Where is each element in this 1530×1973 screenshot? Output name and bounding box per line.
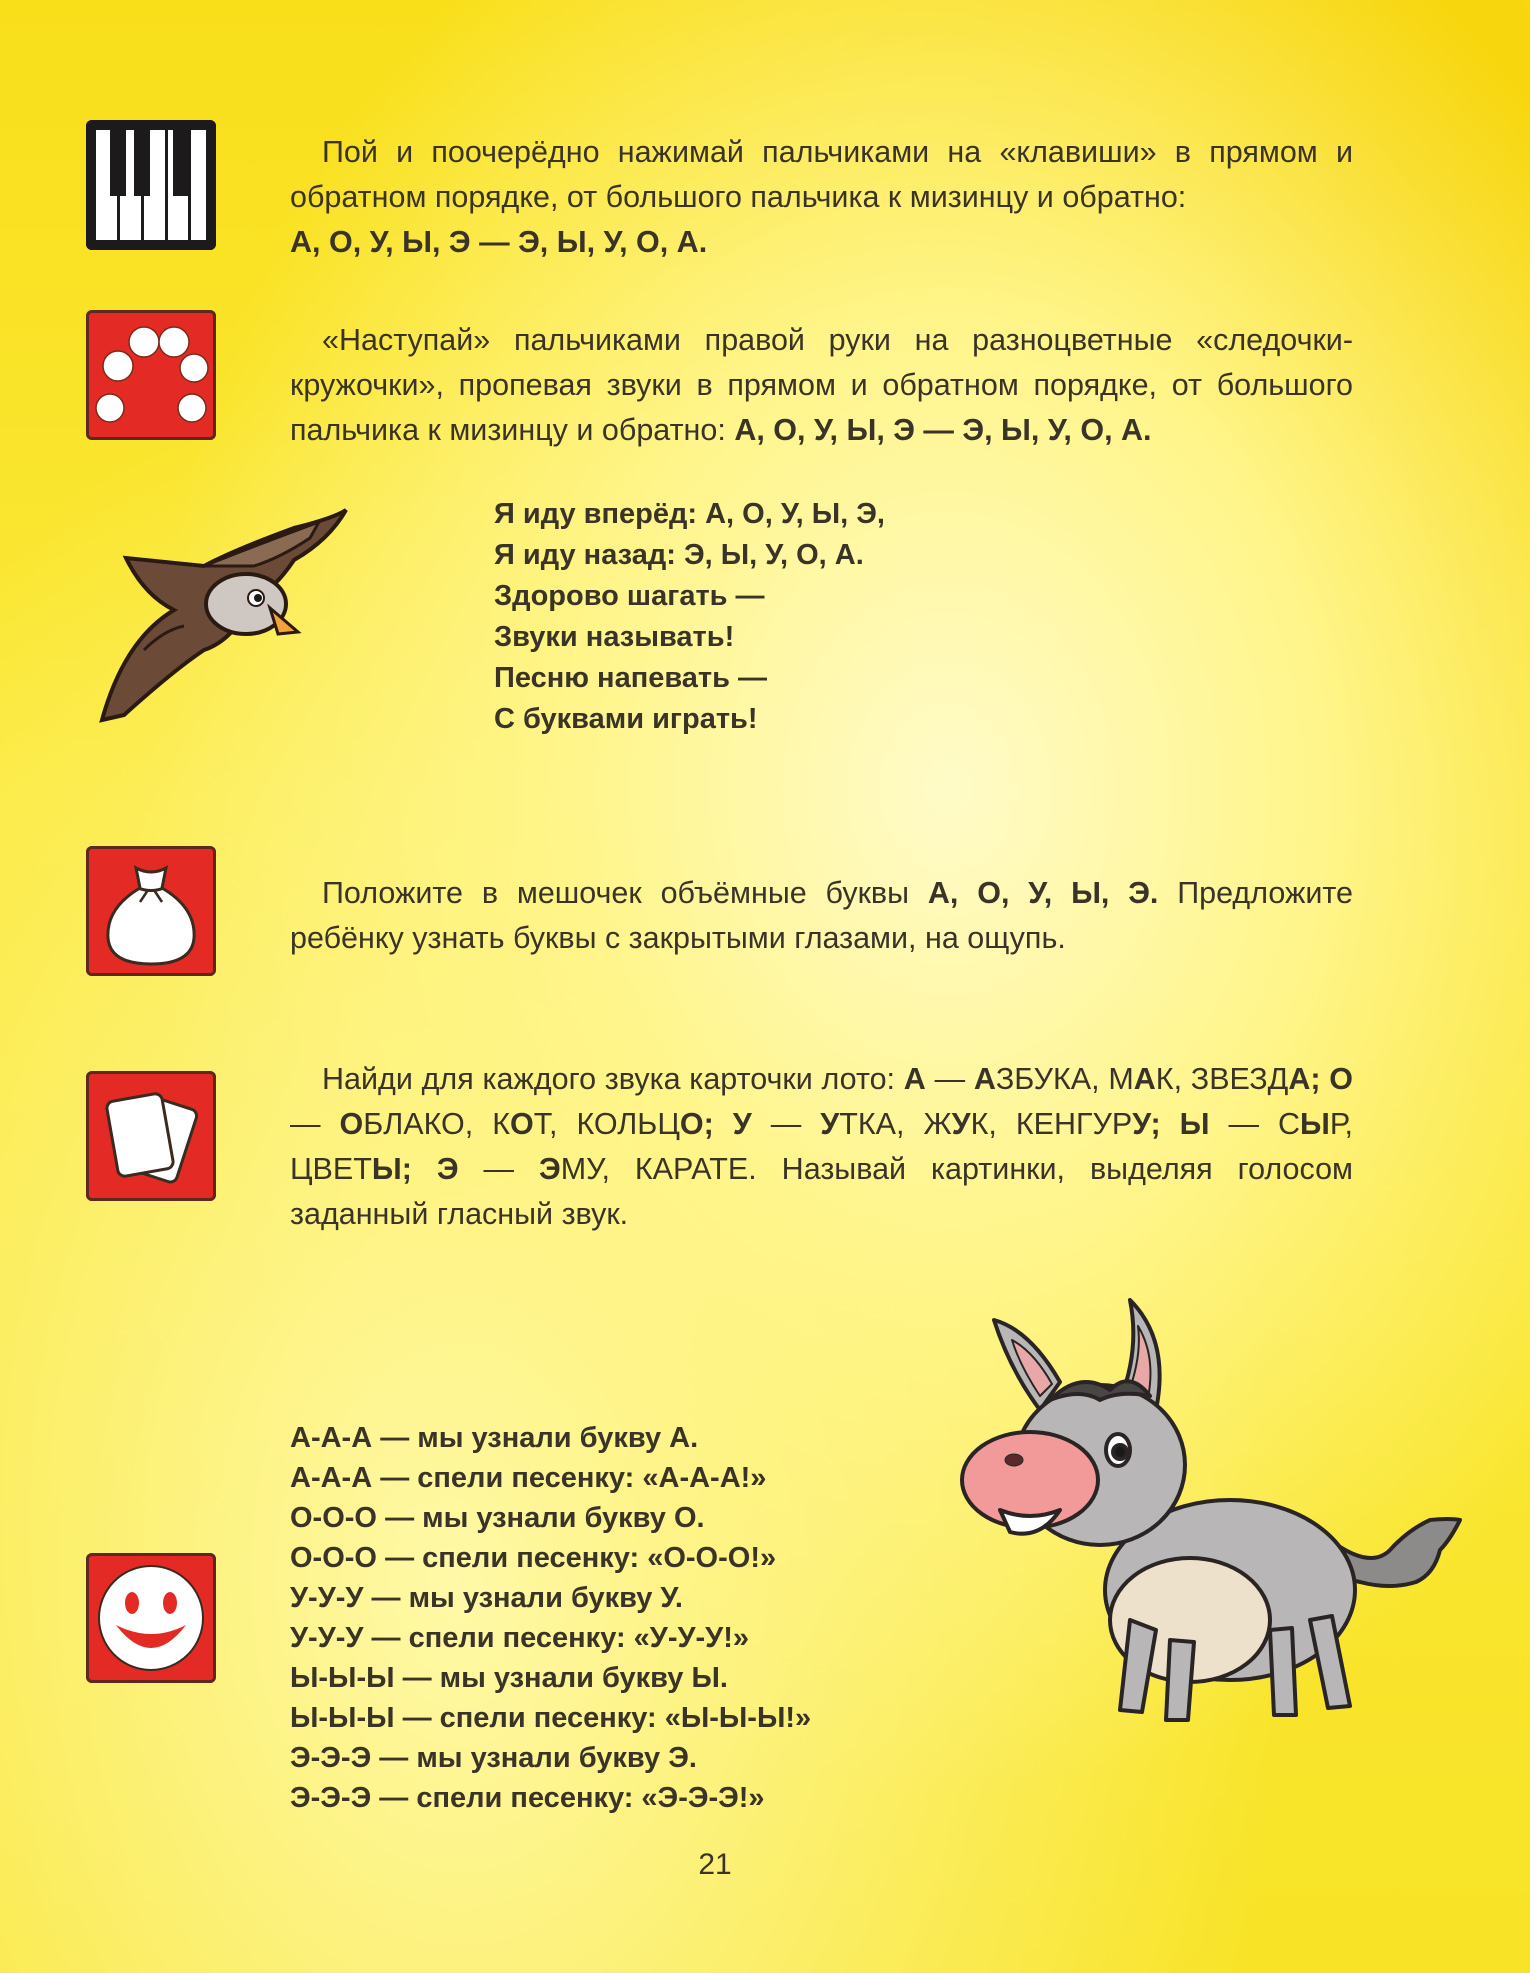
smiley-icon [86, 1553, 216, 1683]
rhyme-line: С буквами играть! [494, 703, 758, 735]
rhyme-line: Песню напевать — [494, 662, 768, 694]
chant-line: Э-Э-Э — спели песенку: «Э-Э-Э!» [290, 1782, 765, 1814]
lotto-outro: Называй картинки, выделяя голосом заданный гласный звук. [290, 1152, 1353, 1231]
chant-line: О-О-О — мы узнали букву О. [290, 1502, 705, 1534]
sack-text-before: Положите в мешочек объёмные буквы [322, 876, 910, 910]
dots-text: «Наступай» пальчиками правой руки на разноцветные «следочки-кружочки», пропевая звуки в прямом и обратном порядке, от большого пальчика к мизинцу и обратно: [290, 323, 1353, 447]
chant-line: Э-Э-Э — мы узнали букву Э. [290, 1742, 697, 1774]
page-number: 21 [698, 1848, 732, 1881]
sack-paragraph [290, 871, 1353, 961]
piano-text: Пой и поочерёдно нажимай пальчиками на «клавиши» в прямом и обратном порядке, от большого пальчика к мизинцу и обратно: [290, 135, 1353, 214]
donkey-illustration [930, 1290, 1470, 1740]
cards-icon [86, 1071, 216, 1201]
letter-e: Э [436, 1152, 459, 1186]
sack-vowels: А, О, У, Ы, Э. [927, 876, 1159, 910]
sparrow-illustration [84, 500, 352, 730]
chant-line: Ы-Ы-Ы — мы узнали букву Ы. [290, 1662, 728, 1694]
chant-line: А-А-А — спели песенку: «А-А-А!» [290, 1462, 767, 1494]
five-dots-icon [86, 310, 216, 440]
chant-line: У-У-У — спели песенку: «У-У-У!» [290, 1622, 750, 1654]
chant-line: О-О-О — спели песенку: «О-О-О!» [290, 1542, 777, 1574]
piano-paragraph [290, 130, 1353, 265]
lotto-paragraph: Найди для каждого звука карточки лото: А — АЗБУКА, МАК, ЗВЕЗДА; О — ОБЛАКО, КОТ, КОЛЬЦО; У — УТКА, ЖУК, КЕНГУРУ; Ы — СЫР, ЦВЕТЫ; Э — ЭМУ, КАРАТЕ. Называй картинки, выделяя голосом заданный гласный звук. [290, 1062, 1354, 1231]
chant-line: А-А-А — мы узнали букву А. [290, 1422, 699, 1454]
lotto-intro: Найди для каждого звука карточки лото: [322, 1062, 896, 1096]
rhyme-verse [494, 494, 885, 740]
sack-icon [86, 846, 216, 976]
piano-vowels: А, О, У, Ы, Э — Э, Ы, У, О, А. [290, 225, 708, 259]
dots-paragraph [290, 318, 1353, 453]
rhyme-line: Здорово шагать — [494, 580, 765, 612]
letter-a: А [903, 1062, 926, 1096]
rhyme-line: Звуки называть! [494, 621, 735, 653]
piano-keys-icon [86, 120, 216, 250]
letter-y: Ы [1179, 1107, 1210, 1141]
dots-vowels: А, О, У, Ы, Э — Э, Ы, У, О, А. [734, 413, 1152, 447]
letter-u: У [732, 1107, 752, 1141]
rhyme-line: Я иду вперёд: А, О, У, Ы, Э, [494, 498, 885, 530]
rhyme-line: Я иду назад: Э, Ы, У, О, А. [494, 539, 864, 571]
vowel-chant [290, 1418, 811, 1818]
letter-o: О [1329, 1062, 1354, 1096]
chant-line: Ы-Ы-Ы — спели песенку: «Ы-Ы-Ы!» [290, 1702, 812, 1734]
sack-text-after: Предложите ребёнку узнать буквы с закрытыми глазами, на ощупь. [290, 876, 1353, 955]
chant-line: У-У-У — мы узнали букву У. [290, 1582, 683, 1614]
